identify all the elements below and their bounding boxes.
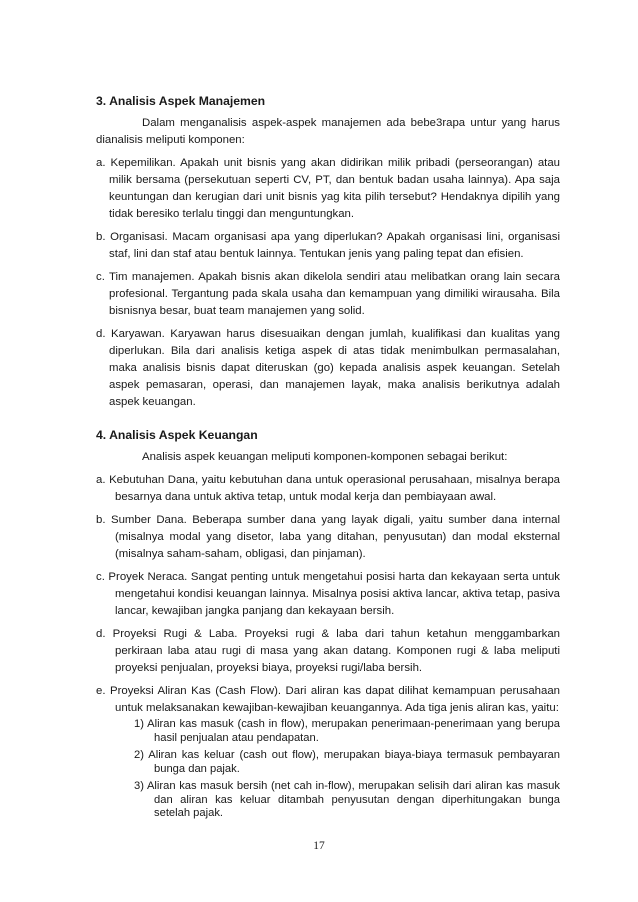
list-item-aliran-kas-text: e. Proyeksi Aliran Kas (Cash Flow). Dari aliran kas dapat dilihat kemampuan perusahaan untuk melaksanakan kewajiban-kewajiban keuangannya. Ada tiga jenis aliran kas, yaitu: [96,685,560,714]
list-item-organisasi: b. Organisasi. Macam organisasi apa yang diperlukan? Apakah organisasi lini, organisasi staf, lini dan staf atau bentuk lainnya. Tentukan jenis yang paling tepat dan efisien. [96,231,560,260]
list-item-proyeksi-aliran-kas [96,683,560,821]
list-item-karyawan: d. Karyawan. Karyawan harus disesuaikan dengan jumlah, kualifikasi dan kualitas yang diperlukan. Bila dari analisis ketiga aspek di atas tidak menimbulkan permasalahan, maka analisis bisnis dapat diteruskan (go) kepada analisis aspek keuangan. Setelah aspek pemasaran, operasi, dan manajemen layak, maka analisis berikutnya adalah aspek keuangan. [96,328,560,408]
section-heading-keuangan: 4. Analisis Aspek Keuangan [96,428,258,442]
page-number: 17 [313,840,325,852]
list-item-kebutuhan-dana: a. Kebutuhan Dana, yaitu kebutuhan dana untuk operasional perusahaan, misalnya berapa besarnya dana untuk aktiva tetap, untuk modal kerja dan pembiayaan awal. [96,474,560,503]
list-item-proyeksi-rugi-laba: d. Proyeksi Rugi & Laba. Proyeksi rugi & laba dari tahun ketahun menggambarkan perkiraan laba atau rugi di masa yang akan datang. Komponen rugi & laba meliputi proyeksi penjualan, proyeksi biaya, proyeksi rugi/laba bersih. [96,628,560,674]
sublist-item-kas-bersih: 3) Aliran kas masuk bersih (net cah in-flow), merupakan selisih dari aliran kas masuk dan aliran kas keluar ditambah penyusutan dengan diperhitungakan bunga setelah pajak. [134,780,560,819]
page-content [96,93,560,827]
list-item-tim-manajemen: c. Tim manajemen. Apakah bisnis akan dikelola sendiri atau melibatkan orang lain secara profesional. Tergantung pada skala usaha dan kemampuan yang dimiliki wirausaha. Bila bisnisnya besar, buat team manajemen yang solid. [96,271,560,317]
list-item-sumber-dana: b. Sumber Dana. Beberapa sumber dana yang layak digali, yaitu sumber dana internal (misalnya modal yang disetor, laba yang ditahan, penyusutan) dan modal eksternal (misalnya saham-saham, obligasi, dan pinjaman). [96,514,560,560]
section-intro-keuangan: Analisis aspek keuangan meliputi komponen-komponen sebagai berikut: [142,451,508,463]
section-intro-manajemen: Dalam menganalisis aspek-aspek manajemen ada bebe3rapa untur yang harus dianalisis meliputi komponen: [96,117,560,146]
list-item-proyek-neraca: c. Proyek Neraca. Sangat penting untuk mengetahui posisi harta dan kekayaan serta untuk mengetahui kondisi keuangan lainnya. Misalnya posisi aktiva lancar, aktiva tetap, pasiva lancar, kewajiban jangka panjang dan kekayaan bersih. [96,571,560,617]
sublist-aliran-kas [134,718,560,821]
sublist-item-kas-keluar: 2) Aliran kas keluar (cash out flow), merupakan biaya-biaya termasuk pembayaran bunga dan pajak. [134,749,560,775]
list-item-kepemilikan: a. Kepemilikan. Apakah unit bisnis yang akan didirikan milik pribadi (perseorangan) atau milik bersama (persekutuan seperti CV, PT, dan bentuk badan usaha lainnya). Apa saja keuntungan dan kerugian dari unit bisnis yag kita pilih tersebut? Hendaknya dipilih yang tidak beresiko terlalu tinggi dan menguntungkan. [96,157,560,220]
sublist-item-kas-masuk: 1) Aliran kas masuk (cash in flow), merupakan penerimaan-penerimaan yang berupa hasil penjualan atau pendapatan. [134,718,560,744]
section-heading-manajemen: 3. Analisis Aspek Manajemen [96,94,266,108]
